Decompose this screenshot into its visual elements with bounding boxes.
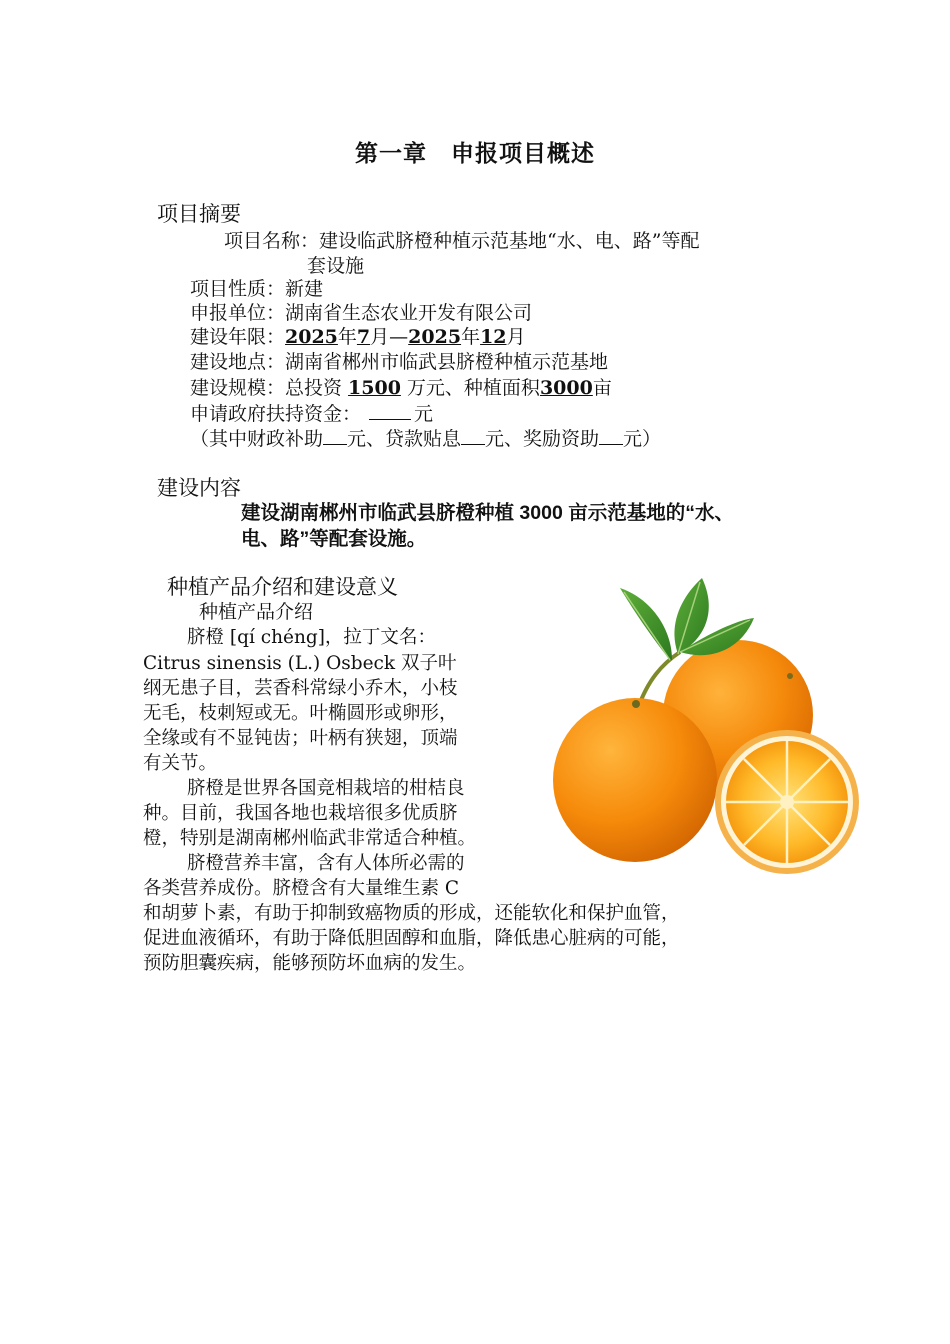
period-end-month: 12 bbox=[480, 326, 507, 348]
project-nature-label: 项目性质： bbox=[190, 278, 286, 300]
breakdown-open: （其中财政补助 bbox=[190, 428, 324, 450]
month-char: 月 bbox=[506, 326, 526, 348]
content-line-1: 建设湖南郴州市临武县脐橙种植 3000 亩示范基地的“水、 bbox=[241, 502, 734, 524]
scale-row bbox=[190, 373, 612, 400]
content-heading: 建设内容 bbox=[157, 476, 241, 500]
location-row bbox=[190, 347, 608, 374]
breakdown-a: 元、贷款贴息 bbox=[347, 428, 462, 450]
applicant-row bbox=[190, 298, 532, 325]
project-nature-row bbox=[190, 274, 323, 301]
funding-unit: 元 bbox=[414, 403, 434, 425]
product-text-line: Citrus sinensis (L.) Osbeck 双子叶 bbox=[143, 653, 457, 674]
period-dash: — bbox=[389, 326, 409, 348]
investment-value: 1500 bbox=[348, 377, 401, 399]
scale-prefix: 总投资 bbox=[285, 377, 343, 399]
product-text-line: 有关节。 bbox=[143, 753, 218, 774]
project-name-label: 项目名称： bbox=[224, 230, 320, 252]
product-text-line: 全缘或有不显钝齿；叶柄有狭翅，顶端 bbox=[143, 728, 458, 749]
summary-heading: 项目摘要 bbox=[157, 202, 241, 226]
project-name-row bbox=[224, 226, 699, 253]
project-name-value-line2: 套设施 bbox=[307, 255, 365, 277]
chapter-title: 第一章 申报项目概述 bbox=[355, 140, 595, 167]
period-row bbox=[190, 322, 526, 349]
product-text-line: 预防胆囊疾病，能够预防坏血病的发生。 bbox=[143, 953, 477, 974]
product-text-line: 各类营养成份。脐橙含有大量维生素 C bbox=[143, 878, 460, 899]
product-text-line: 无毛，枝刺短或无。叶椭圆形或卵形， bbox=[143, 703, 458, 724]
period-start-month: 7 bbox=[356, 326, 371, 348]
product-text-line: 脐橙是世界各国竞相栽培的柑桔良 bbox=[187, 778, 465, 799]
award-blank bbox=[599, 426, 623, 445]
front-orange bbox=[553, 698, 717, 862]
applicant-label: 申报单位： bbox=[190, 302, 286, 324]
breakdown-c: 元） bbox=[623, 428, 662, 450]
orange-illustration bbox=[540, 568, 862, 890]
area-unit: 亩 bbox=[592, 377, 612, 399]
period-start-year: 2025 bbox=[285, 326, 338, 348]
product-heading: 种植产品介绍和建设意义 bbox=[167, 575, 398, 599]
year-char: 年 bbox=[337, 326, 357, 348]
product-text-line: 和胡萝卜素，有助于抑制致癌物质的形成，还能软化和保护血管， bbox=[143, 903, 680, 924]
product-text-line: 纲无患子目，芸香科常绿小乔木，小枝 bbox=[143, 678, 458, 699]
project-nature-value: 新建 bbox=[285, 278, 324, 300]
period-label: 建设年限： bbox=[190, 326, 286, 348]
navel-orange-photo bbox=[540, 568, 862, 890]
product-text-line: 橙，特别是湖南郴州临武非常适合种植。 bbox=[143, 828, 477, 849]
location-label: 建设地点： bbox=[190, 351, 286, 373]
product-subheading: 种植产品介绍 bbox=[199, 601, 314, 623]
product-text-line: 脐橙 [qí chéng]，拉丁文名： bbox=[187, 627, 436, 648]
scale-label: 建设规模： bbox=[190, 377, 286, 399]
subsidy-blank bbox=[323, 426, 347, 445]
funding-row bbox=[190, 399, 433, 426]
product-text-line: 种。目前，我国各地也栽培很多优质脐 bbox=[143, 803, 458, 824]
period-end-year: 2025 bbox=[408, 326, 462, 348]
location-value: 湖南省郴州市临武县脐橙种植示范基地 bbox=[285, 351, 609, 373]
month-char: 月 bbox=[370, 326, 390, 348]
product-text-line: 促进血液循环，有助于降低胆固醇和血脂，降低患心脏病的可能， bbox=[143, 928, 680, 949]
funding-blank bbox=[369, 401, 411, 420]
funding-breakdown-row bbox=[190, 424, 661, 451]
applicant-value: 湖南省生态农业开发有限公司 bbox=[285, 302, 533, 324]
scale-mid: 万元、种植面积 bbox=[406, 377, 540, 399]
funding-label: 申请政府扶持资金： bbox=[190, 403, 362, 425]
year-char: 年 bbox=[461, 326, 481, 348]
product-text-line: 脐橙营养丰富，含有人体所必需的 bbox=[187, 853, 465, 874]
content-line-2: 电、路”等配套设施。 bbox=[241, 528, 427, 550]
loan-interest-blank bbox=[461, 426, 485, 445]
breakdown-b: 元、奖励资助 bbox=[485, 428, 600, 450]
project-name-value-line1: 建设临武脐橙种植示范基地“水、电、路”等配 bbox=[319, 230, 700, 252]
area-value: 3000 bbox=[539, 377, 593, 399]
